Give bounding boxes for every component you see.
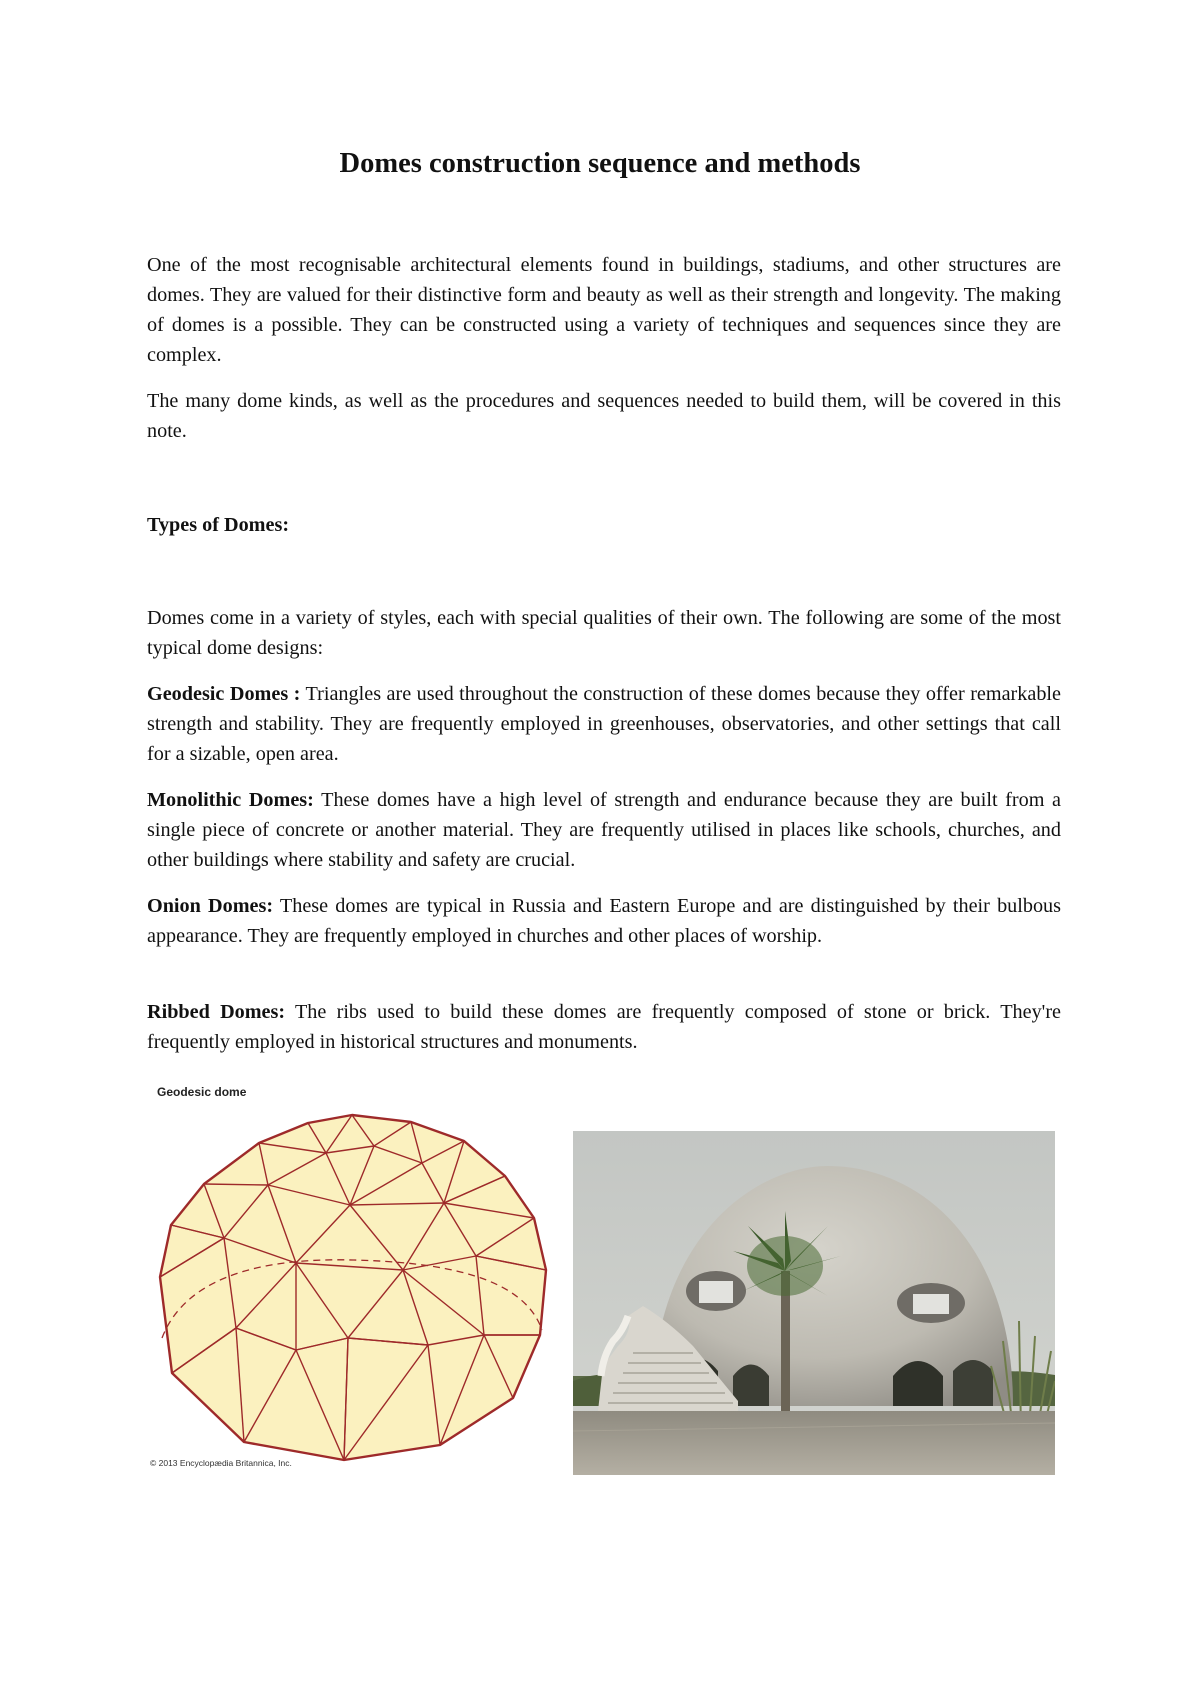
type-ribbed — [147, 997, 1061, 1057]
type-monolithic — [147, 785, 1061, 875]
type-description: These domes have a high level of strength and endurance because they are built from a single piece of concrete or another material. They are frequently utilised in places like schools, churches, and other buildings where stability and safety are crucial. — [147, 789, 1062, 871]
type-description: These domes are typical in Russia and Eastern Europe and are distinguished by their bulbous appearance. They are frequently employed in churches and other places of worship. — [147, 895, 1062, 947]
intro-paragraph-1: One of the most recognisable architectural elements found in buildings, stadiums, and other structures are domes. They are valued for their distinctive form and beauty as well as their strength and longevity. The making of domes is a possible. They can be constructed using a variety of techniques and sequences since they are complex. — [147, 254, 1061, 366]
type-onion — [147, 891, 1061, 951]
figure-label: Geodesic dome — [157, 1085, 247, 1099]
type-name: Monolithic Domes: — [147, 789, 314, 811]
document-title: Domes construction sequence and methods — [339, 148, 861, 179]
type-name: Geodesic Domes : — [147, 683, 301, 705]
geodesic-dome-drawing — [160, 1115, 546, 1460]
intro-paragraph-2: The many dome kinds, as well as the procedures and sequences needed to build them, will be covered in this note. — [147, 390, 1061, 442]
types-intro-paragraph: Domes come in a variety of styles, each with special qualities of their own. The following are some of the most typical dome designs: — [147, 607, 1061, 659]
dome-house-photo — [573, 1131, 1055, 1475]
type-description: The ribs used to build these domes are frequently composed of stone or brick. They're frequently employed in historical structures and monuments. — [147, 1001, 1062, 1053]
geodesic-dome-figure — [148, 1080, 548, 1476]
type-geodesic — [147, 679, 1061, 769]
types-heading: Types of Domes: — [147, 514, 290, 536]
figure-credit: © 2013 Encyclopædia Britannica, Inc. — [150, 1458, 292, 1468]
type-name: Onion Domes: — [147, 895, 274, 917]
type-name: Ribbed Domes: — [147, 1001, 286, 1023]
type-description: Triangles are used throughout the construction of these domes because they offer remarkable strength and stability. They are frequently employed in greenhouses, observatories, and other settings that call for a sizable, open area. — [147, 683, 1061, 765]
